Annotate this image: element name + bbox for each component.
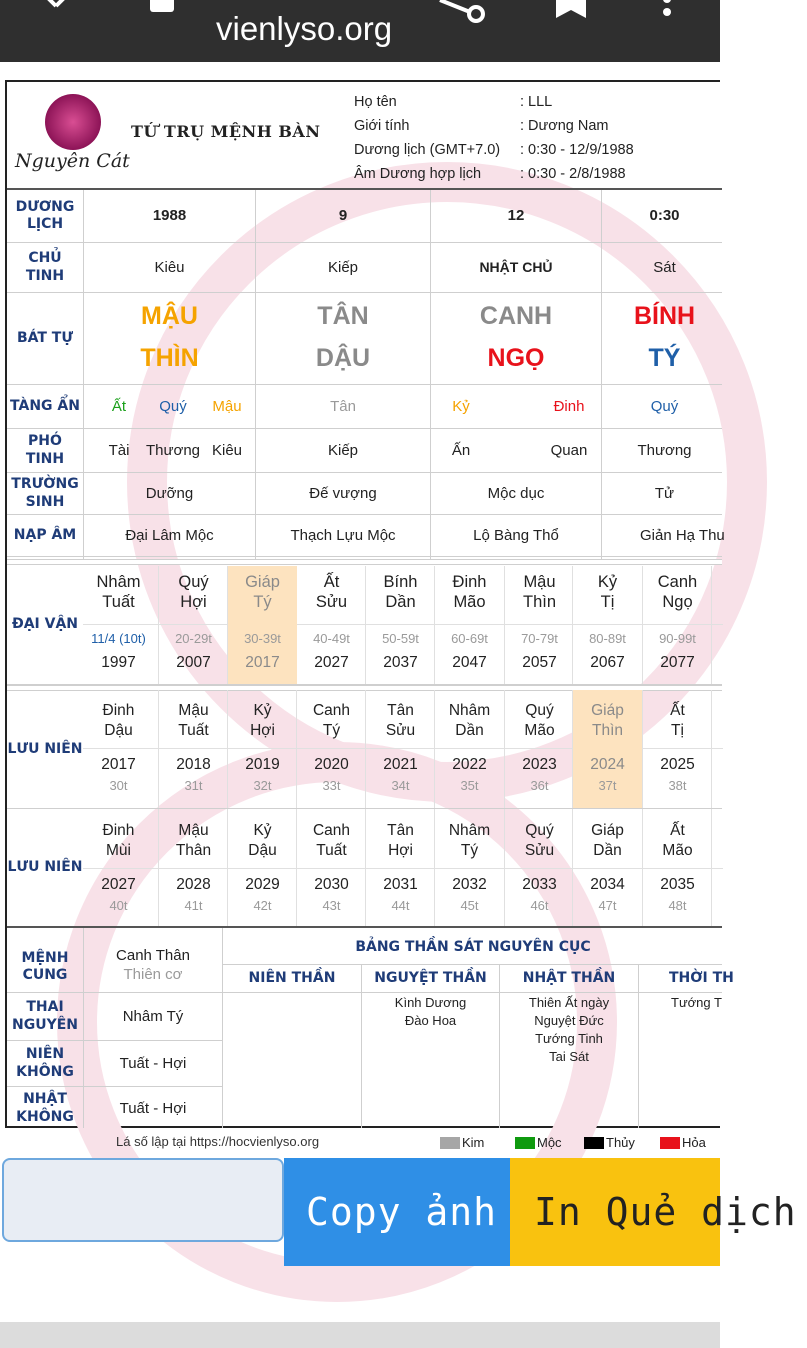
dai-van-year: 2017 xyxy=(245,653,280,671)
legend-hoa xyxy=(660,1135,706,1150)
header-nien-than: NIÊN THẦN xyxy=(248,969,336,986)
dai-van-age: 80-89t xyxy=(589,631,626,647)
nhat-khong-value: Tuất - Hợi xyxy=(119,1099,187,1117)
legend-swatch-kim xyxy=(440,1137,460,1149)
luu-nien-1-can: Quý xyxy=(525,701,554,719)
dai-van-age: 40-49t xyxy=(313,631,350,647)
luu-nien-1-can: Canh xyxy=(312,701,351,719)
luu-nien-1-age: 32t xyxy=(253,778,272,794)
luu-nien-1-chi: Tị xyxy=(671,721,684,739)
hour-main-star: Sát xyxy=(653,258,676,276)
luu-nien-1-can: Giáp xyxy=(591,701,624,719)
luu-nien-2-can: Mậu xyxy=(178,821,209,839)
menh-cung-value: Canh Thân xyxy=(116,947,190,964)
luu-nien-1-year: 2019 xyxy=(245,755,280,773)
day-sub-star-2: Quan xyxy=(550,441,588,459)
info-key-solar-date: Dương lịch (GMT+7.0) xyxy=(354,142,501,158)
than-sat-title: BẢNG THẦN SÁT NGUYÊN CỤC xyxy=(355,939,591,956)
luu-nien-2-chi: Tý xyxy=(460,841,479,859)
luu-nien-1-age: 38t xyxy=(668,778,687,794)
info-value-solar-date: : 0:30 - 12/9/1988 xyxy=(520,142,634,158)
luu-nien-2-year: 2033 xyxy=(522,875,557,893)
dai-van-chi: Sửu xyxy=(315,593,348,612)
legend-label-hoa: Hỏa xyxy=(682,1135,706,1150)
luu-nien-2-chi: Dần xyxy=(593,841,622,859)
hour-chi: TÝ xyxy=(648,344,681,372)
header-thoi-than: THỜI TH xyxy=(669,969,734,986)
year-sub-star-1: Tài xyxy=(108,441,130,459)
dai-van-age: 11/4 (10t) xyxy=(91,631,146,647)
info-value-name: : LLL xyxy=(520,94,553,110)
label-nien-khong: NIÊN KHÔNG xyxy=(16,1046,74,1080)
day-hidden-1: Kỷ xyxy=(452,397,470,415)
copy-text-input[interactable] xyxy=(2,1158,284,1242)
luu-nien-2-can: Giáp xyxy=(591,821,624,839)
luu-nien-1-year: 2020 xyxy=(314,755,349,773)
legend-label-kim: Kim xyxy=(462,1135,485,1150)
luu-nien-2-year: 2027 xyxy=(101,875,136,893)
close-icon[interactable] xyxy=(36,0,72,18)
luu-nien-2-can: Đinh xyxy=(102,821,135,839)
dai-van-chi: Tuất xyxy=(102,593,135,612)
print-button[interactable]: In Quẻ dịch xyxy=(510,1158,720,1266)
luu-nien-1-can: Kỷ xyxy=(253,701,272,719)
hour-solar: 0:30 xyxy=(649,207,680,224)
dai-van-chi: Hợi xyxy=(180,593,207,612)
luu-nien-2-year: 2035 xyxy=(660,875,695,893)
dai-van-year: 2057 xyxy=(522,653,557,671)
luu-nien-1-year: 2025 xyxy=(660,755,695,773)
label-menh-cung: MỆNH CUNG xyxy=(21,949,69,983)
dai-van-chi: Thìn xyxy=(522,593,557,612)
info-key-lunar-date: Âm Dương hợp lịch xyxy=(354,166,482,182)
luu-nien-2-can: Ất xyxy=(670,821,685,839)
year-sub-star-3: Kiêu xyxy=(211,441,243,459)
luu-nien-2-can: Quý xyxy=(525,821,554,839)
luu-nien-2-chi: Mão xyxy=(662,841,693,859)
legend-label-thuy: Thủy xyxy=(606,1135,635,1150)
luu-nien-2-year: 2028 xyxy=(176,875,211,893)
luu-nien-2-year: 2029 xyxy=(245,875,280,893)
hour-life-stage: Tử xyxy=(654,484,675,502)
luu-nien-2-age: 40t xyxy=(109,898,128,914)
dai-van-age: 90-99t xyxy=(659,631,696,647)
day-sub-star-1: Ấn xyxy=(451,441,471,459)
year-main-star: Kiêu xyxy=(154,258,185,276)
label-nhat-khong: NHẬT KHÔNG xyxy=(16,1091,74,1125)
hour-hidden-1: Quý xyxy=(650,397,679,415)
label-truong-sinh: TRƯỜNG SINH xyxy=(11,476,79,510)
dai-van-year: 2027 xyxy=(314,653,349,671)
month-life-stage: Đế vượng xyxy=(309,484,377,502)
luu-nien-1-year: 2024 xyxy=(590,755,625,773)
dai-van-can: Kỷ xyxy=(597,573,618,592)
dai-van-age: 60-69t xyxy=(451,631,488,647)
month-nap-am: Thạch Lựu Mộc xyxy=(290,526,396,544)
day-life-stage: Mộc dục xyxy=(487,484,545,502)
dai-van-chi: Tị xyxy=(600,593,615,612)
luu-nien-2-chi: Tuất xyxy=(316,841,347,859)
luu-nien-2-can: Kỷ xyxy=(253,821,272,839)
legend-swatch-moc xyxy=(515,1137,535,1149)
tabs-icon[interactable] xyxy=(150,0,174,12)
nhat-than-3: Tướng Tinh xyxy=(535,1031,603,1047)
month-chi: DẬU xyxy=(315,344,371,372)
label-bat-tu: BÁT TỰ xyxy=(16,329,74,346)
dai-van-chi: Tý xyxy=(253,593,272,612)
label-chu-tinh: CHỦ TINH xyxy=(25,250,65,284)
month-hidden-1: Tân xyxy=(330,397,356,415)
dai-van-year: 2047 xyxy=(452,653,487,671)
luu-nien-1-chi: Dậu xyxy=(104,721,133,739)
nien-khong-value: Tuất - Hợi xyxy=(119,1054,187,1072)
dai-van-can: Bính xyxy=(383,573,418,592)
label-luu-nien-1: LƯU NIÊN xyxy=(7,741,83,758)
month-sub-star-1: Kiếp xyxy=(327,441,359,459)
month-main-star: Kiếp xyxy=(327,258,359,276)
luu-nien-2-chi: Dậu xyxy=(248,841,277,859)
dai-van-can: Mậu xyxy=(523,573,556,592)
logo-text: Nguyên Cát xyxy=(15,150,130,172)
luu-nien-2-age: 43t xyxy=(322,898,341,914)
luu-nien-2-chi: Mùi xyxy=(106,841,131,859)
info-key-gender: Giới tính xyxy=(354,118,410,134)
nhat-than-1: Thiên Ất ngày xyxy=(528,995,610,1011)
day-hidden-2: Đinh xyxy=(553,397,585,415)
luu-nien-2-age: 47t xyxy=(598,898,617,914)
day-can: CANH xyxy=(479,302,553,330)
hour-nap-am: Giản Hạ Thu xyxy=(640,526,725,544)
luu-nien-1-chi: Hợi xyxy=(250,721,275,739)
luu-nien-1-chi: Sửu xyxy=(385,721,416,739)
info-value-lunar-date: : 0:30 - 2/8/1988 xyxy=(520,166,626,182)
luu-nien-1-year: 2022 xyxy=(452,755,487,773)
year-can: MẬU xyxy=(141,302,198,330)
legend-moc xyxy=(515,1135,562,1150)
luu-nien-1-can: Nhâm xyxy=(448,701,491,719)
luu-nien-1-age: 34t xyxy=(391,778,410,794)
luu-nien-1-age: 37t xyxy=(598,778,617,794)
dai-van-year: 1997 xyxy=(101,653,136,671)
dai-van-chi: Ngọ xyxy=(662,593,693,612)
luu-nien-1-chi: Dần xyxy=(455,721,484,739)
hour-can: BÍNH xyxy=(633,302,696,330)
label-duong-lich: DƯƠNG LỊCH xyxy=(15,198,75,232)
more-options-icon[interactable] xyxy=(662,0,672,18)
menh-cung-sub: Thiên cơ xyxy=(123,966,183,983)
luu-nien-1-year: 2017 xyxy=(101,755,136,773)
lotus-logo-icon xyxy=(45,94,101,150)
day-solar: 12 xyxy=(507,207,525,224)
label-tang-an: TÀNG ẨN xyxy=(10,397,80,414)
year-chi: THÌN xyxy=(140,344,199,372)
info-key-name: Họ tên xyxy=(354,94,397,110)
year-solar: 1988 xyxy=(152,207,187,224)
header-nguyet-than: NGUYỆT THẦN xyxy=(374,969,487,986)
share-icon[interactable] xyxy=(440,0,486,24)
luu-nien-2-chi: Thân xyxy=(175,841,212,859)
luu-nien-1-age: 31t xyxy=(184,778,203,794)
header-nhat-than: NHẬT THẦN xyxy=(522,969,616,986)
logo xyxy=(15,92,130,182)
label-dai-van: ĐẠI VẬN xyxy=(11,616,79,633)
year-hidden-3: Mậu xyxy=(212,397,242,415)
dai-van-chi: Mão xyxy=(453,593,486,612)
dai-van-chi: Dần xyxy=(385,593,416,612)
luu-nien-1-age: 36t xyxy=(530,778,549,794)
year-life-stage: Dưỡng xyxy=(145,484,194,502)
legend-kim xyxy=(440,1135,484,1150)
dai-van-can: Giáp xyxy=(245,573,280,592)
label-nap-am: NẠP ÂM xyxy=(13,526,77,543)
luu-nien-2-age: 44t xyxy=(391,898,410,914)
luu-nien-1-year: 2021 xyxy=(383,755,418,773)
luu-nien-2-year: 2031 xyxy=(383,875,418,893)
luu-nien-2-can: Tân xyxy=(387,821,414,839)
browser-toolbar xyxy=(0,0,720,62)
dai-van-year: 2007 xyxy=(176,653,211,671)
nien-than-value xyxy=(223,994,361,1014)
luu-nien-1-can: Ất xyxy=(670,701,685,719)
page-title: TỨ TRỤ MỆNH BÀN xyxy=(131,122,321,141)
nguyet-than-2: Đào Hoa xyxy=(404,1013,457,1029)
day-main-star: NHẬT CHỦ xyxy=(479,259,553,276)
url-display[interactable]: vienlyso.org xyxy=(216,10,393,47)
luu-nien-1-age: 33t xyxy=(322,778,341,794)
dai-van-age: 70-79t xyxy=(521,631,558,647)
nhat-than-4: Tai Sát xyxy=(549,1049,589,1065)
luu-nien-1-can: Mậu xyxy=(178,701,209,719)
dai-van-can: Đinh xyxy=(452,573,487,592)
luu-nien-1-year: 2023 xyxy=(522,755,557,773)
luu-nien-1-chi: Mão xyxy=(524,721,555,739)
tu-tru-chart xyxy=(5,80,734,1128)
hour-sub-star-1: Thương xyxy=(637,441,692,459)
dai-van-age: 20-29t xyxy=(175,631,212,647)
dai-van-can: Quý xyxy=(178,573,209,592)
luu-nien-2-age: 41t xyxy=(184,898,203,914)
dai-van-age: 30-39t xyxy=(244,631,281,647)
info-value-gender: : Dương Nam xyxy=(520,118,609,134)
month-can: TÂN xyxy=(317,302,369,330)
day-nap-am: Lộ Bàng Thổ xyxy=(473,526,559,544)
luu-nien-1-year: 2018 xyxy=(176,755,211,773)
thoi-than-1: Tướng T xyxy=(671,995,722,1011)
year-nap-am: Đại Lâm Mộc xyxy=(125,526,214,544)
luu-nien-1-age: 35t xyxy=(460,778,479,794)
legend-thuy xyxy=(584,1135,635,1150)
bottom-strip xyxy=(0,1322,720,1348)
luu-nien-2-chi: Hợi xyxy=(388,841,413,859)
dai-van-age: 50-59t xyxy=(382,631,419,647)
legend-label-moc: Mộc xyxy=(537,1135,562,1150)
year-hidden-1: Ất xyxy=(111,397,127,415)
luu-nien-1-age: 30t xyxy=(109,778,128,794)
dai-van-year: 2077 xyxy=(660,653,695,671)
year-sub-star-2: Thương xyxy=(145,441,201,459)
thai-nguyen-value: Nhâm Tý xyxy=(122,1007,184,1025)
dai-van-year: 2037 xyxy=(383,653,418,671)
nhat-than-2: Nguyệt Đức xyxy=(534,1013,604,1029)
legend-swatch-hoa xyxy=(660,1137,680,1149)
luu-nien-2-year: 2032 xyxy=(452,875,487,893)
footer-note: Lá số lập tại https://hocvienlyso.org xyxy=(116,1134,320,1149)
dai-van-can: Ất xyxy=(323,573,340,592)
dai-van-can: Canh xyxy=(657,573,698,592)
luu-nien-1-chi: Tuất xyxy=(178,721,209,739)
nguyet-than-1: Kình Dương xyxy=(394,995,467,1011)
luu-nien-1-can: Tân xyxy=(387,701,414,719)
luu-nien-2-chi: Sửu xyxy=(524,841,555,859)
luu-nien-2-age: 45t xyxy=(460,898,479,914)
copy-image-button[interactable]: Copy ảnh xyxy=(284,1158,510,1266)
luu-nien-2-year: 2034 xyxy=(590,875,625,893)
luu-nien-2-age: 48t xyxy=(668,898,687,914)
luu-nien-2-age: 42t xyxy=(253,898,272,914)
label-luu-nien-2: LƯU NIÊN xyxy=(7,858,83,875)
year-hidden-2: Quý xyxy=(159,397,187,415)
label-thai-nguyen: THAI NGUYÊN xyxy=(12,999,78,1033)
luu-nien-2-year: 2030 xyxy=(314,875,349,893)
legend-swatch-thuy xyxy=(584,1137,604,1149)
bookmark-icon[interactable] xyxy=(556,0,586,20)
luu-nien-2-can: Nhâm xyxy=(448,821,491,839)
luu-nien-1-can: Đinh xyxy=(102,701,135,719)
month-solar: 9 xyxy=(338,207,348,224)
day-chi: NGỌ xyxy=(487,344,545,372)
luu-nien-2-can: Canh xyxy=(312,821,351,839)
luu-nien-2-age: 46t xyxy=(530,898,549,914)
luu-nien-1-chi: Tý xyxy=(322,721,341,739)
luu-nien-1-chi: Thìn xyxy=(591,721,623,739)
label-pho-tinh: PHÓ TINH xyxy=(25,433,65,467)
dai-van-year: 2067 xyxy=(590,653,625,671)
dai-van-can: Nhâm xyxy=(96,573,141,592)
